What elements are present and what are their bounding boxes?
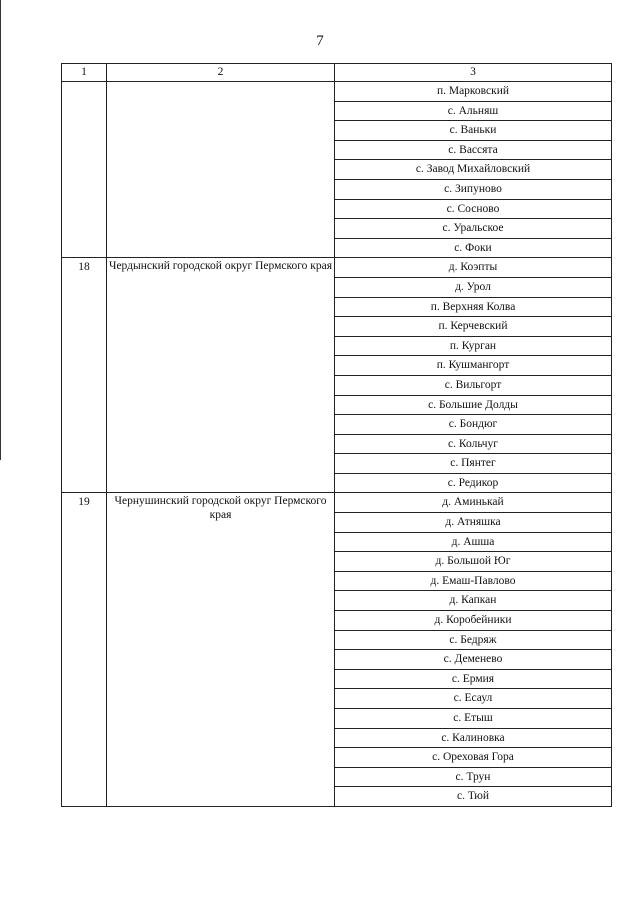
settlement-cell: с. Зипуново xyxy=(335,179,612,199)
settlement-cell: с. Етыш xyxy=(335,709,612,729)
settlement-cell: д. Атняшка xyxy=(335,513,612,533)
settlement-cell: с. Тюй xyxy=(335,787,612,807)
settlement-cell: д. Большой Юг xyxy=(335,552,612,572)
settlement-cell: с. Завод Михайловский xyxy=(335,160,612,180)
settlement-cell: с. Большие Долды xyxy=(335,395,612,415)
district-name: Чердынский городской округ Пермского края xyxy=(108,260,333,273)
district-cell xyxy=(107,82,335,258)
settlement-cell: с. Пянтег xyxy=(335,454,612,474)
settlements-table xyxy=(61,63,612,807)
settlement-cell: с. Ермия xyxy=(335,669,612,689)
district-name xyxy=(107,82,334,83)
district-name: Чернушинский городской округ Пермского края xyxy=(114,495,327,522)
table-body xyxy=(62,82,612,807)
settlement-cell: с. Деменево xyxy=(335,650,612,670)
settlement-cell: п. Марковский xyxy=(335,82,612,102)
settlement-cell: д. Коробейники xyxy=(335,611,612,631)
settlement-cell: с. Бедряж xyxy=(335,630,612,650)
settlement-cell: с. Вильгорт xyxy=(335,375,612,395)
table-row xyxy=(62,82,612,102)
table-row xyxy=(62,493,612,513)
settlement-cell: п. Верхняя Колва xyxy=(335,297,612,317)
settlement-cell: д. Аминькай xyxy=(335,493,612,513)
district-cell xyxy=(107,493,335,807)
settlement-cell: д. Ашша xyxy=(335,532,612,552)
row-number-cell: 18 xyxy=(62,258,107,493)
settlement-cell: п. Кушмангорт xyxy=(335,356,612,376)
settlement-cell: с. Трун xyxy=(335,767,612,787)
settlement-cell: д. Урол xyxy=(335,277,612,297)
settlement-cell: п. Керчевский xyxy=(335,317,612,337)
settlement-cell: с. Альняш xyxy=(335,101,612,121)
row-number-cell: 19 xyxy=(62,493,107,807)
settlement-cell: с. Сосново xyxy=(335,199,612,219)
settlement-cell: д. Капкан xyxy=(335,591,612,611)
settlement-cell: с. Вассята xyxy=(335,140,612,160)
settlement-cell: с. Кольчуг xyxy=(335,434,612,454)
settlement-cell: д. Коэпты xyxy=(335,258,612,278)
header-cell-3: 3 xyxy=(335,64,612,82)
row-number-cell xyxy=(62,82,107,258)
settlement-cell: с. Есаул xyxy=(335,689,612,709)
table-row xyxy=(62,258,612,278)
header-cell-2: 2 xyxy=(107,64,335,82)
settlement-cell: с. Бондюг xyxy=(335,415,612,435)
page-edge-line xyxy=(0,0,1,460)
district-cell xyxy=(107,258,335,493)
settlement-cell: с. Калиновка xyxy=(335,728,612,748)
settlement-cell: п. Курган xyxy=(335,336,612,356)
settlement-cell: с. Уральское xyxy=(335,219,612,239)
settlement-cell: д. Емаш-Павлово xyxy=(335,571,612,591)
settlement-cell: с. Ореховая Гора xyxy=(335,748,612,768)
settlement-cell: с. Фоки xyxy=(335,238,612,258)
settlement-cell: с. Ваньки xyxy=(335,121,612,141)
table-header-row xyxy=(62,64,612,82)
page-number: 7 xyxy=(316,33,324,49)
settlement-cell: с. Редикор xyxy=(335,473,612,493)
header-cell-1: 1 xyxy=(62,64,107,82)
